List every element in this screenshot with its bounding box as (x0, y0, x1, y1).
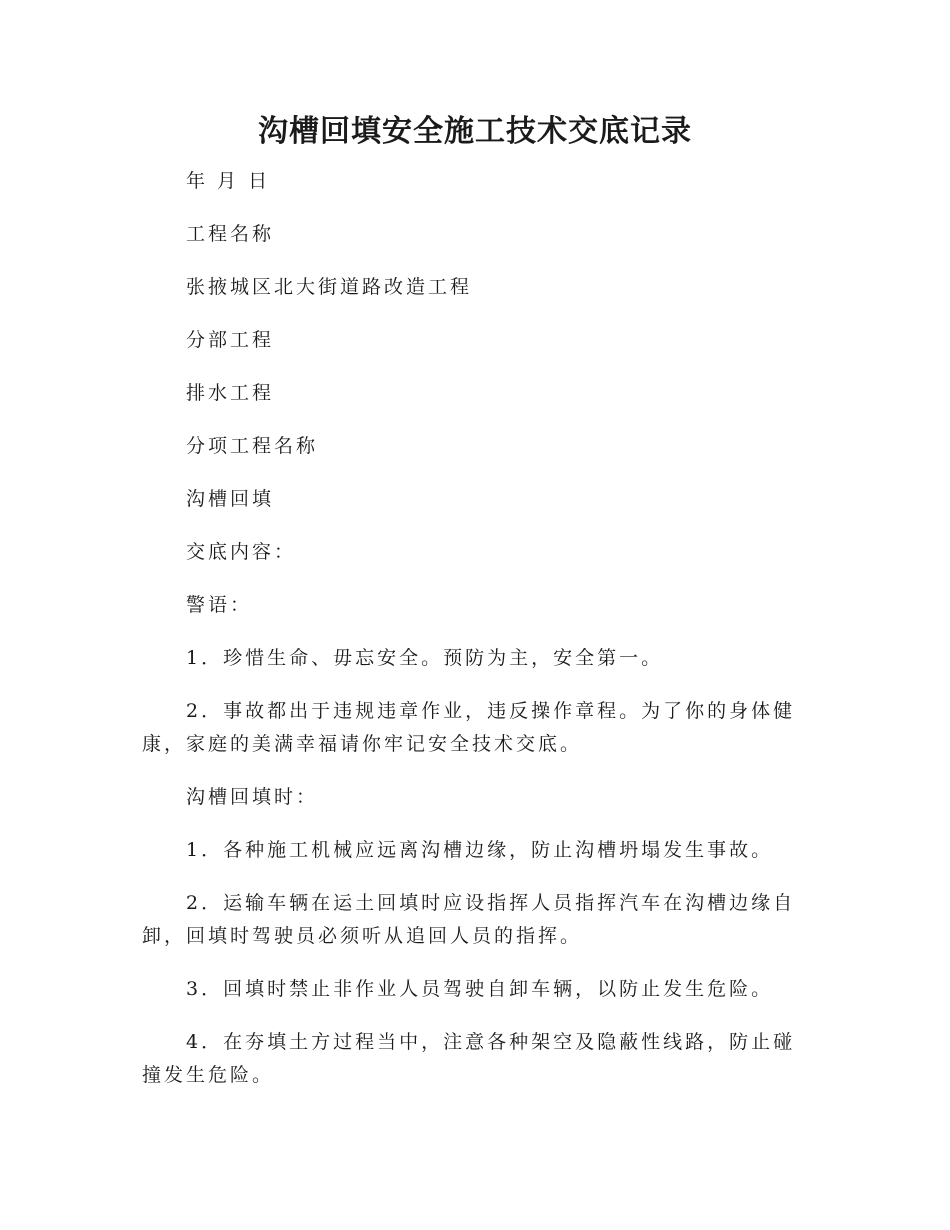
briefing-content-label: 交底内容： (186, 541, 297, 563)
project-name-label: 工程名称 (186, 223, 275, 245)
backfill-item-4: 4．在夯填土方过程当中，注意各种架空及隐蔽性线路，防止碰撞发生危险。 (142, 1031, 796, 1086)
item-project-value: 沟槽回填 (186, 488, 275, 510)
backfill-item-2: 2．运输车辆在运土回填时应设指挥人员指挥汽车在沟槽边缘自卸，回填时驾驶员必须听从追回人员的指挥。 (142, 892, 796, 947)
warning-item-2: 2．事故都出于违规违章作业，违反操作章程。为了你的身体健康，家庭的美满幸福请你牢记安全技术交底。 (142, 700, 796, 755)
sub-project-label: 分部工程 (186, 329, 275, 351)
document-body (142, 165, 802, 1092)
sub-project-value: 排水工程 (186, 382, 275, 404)
backfill-item-1: 1．各种施工机械应远离沟槽边缘，防止沟槽坍塌发生事故。 (186, 839, 774, 861)
warning-heading: 警语： (186, 594, 253, 616)
document-title: 沟槽回填安全施工技术交底记录 (258, 114, 692, 149)
backfill-heading: 沟槽回填时： (186, 786, 319, 808)
warning-item-1: 1．珍惜生命、毋忘安全。预防为主，安全第一。 (186, 647, 664, 669)
project-name-value: 张掖城区北大街道路改造工程 (186, 276, 473, 298)
backfill-item-3: 3．回填时禁止非作业人员驾驶自卸车辆，以防止发生危险。 (186, 978, 774, 1000)
date-line: 年 月 日 (186, 170, 271, 192)
item-project-label: 分项工程名称 (186, 435, 319, 457)
